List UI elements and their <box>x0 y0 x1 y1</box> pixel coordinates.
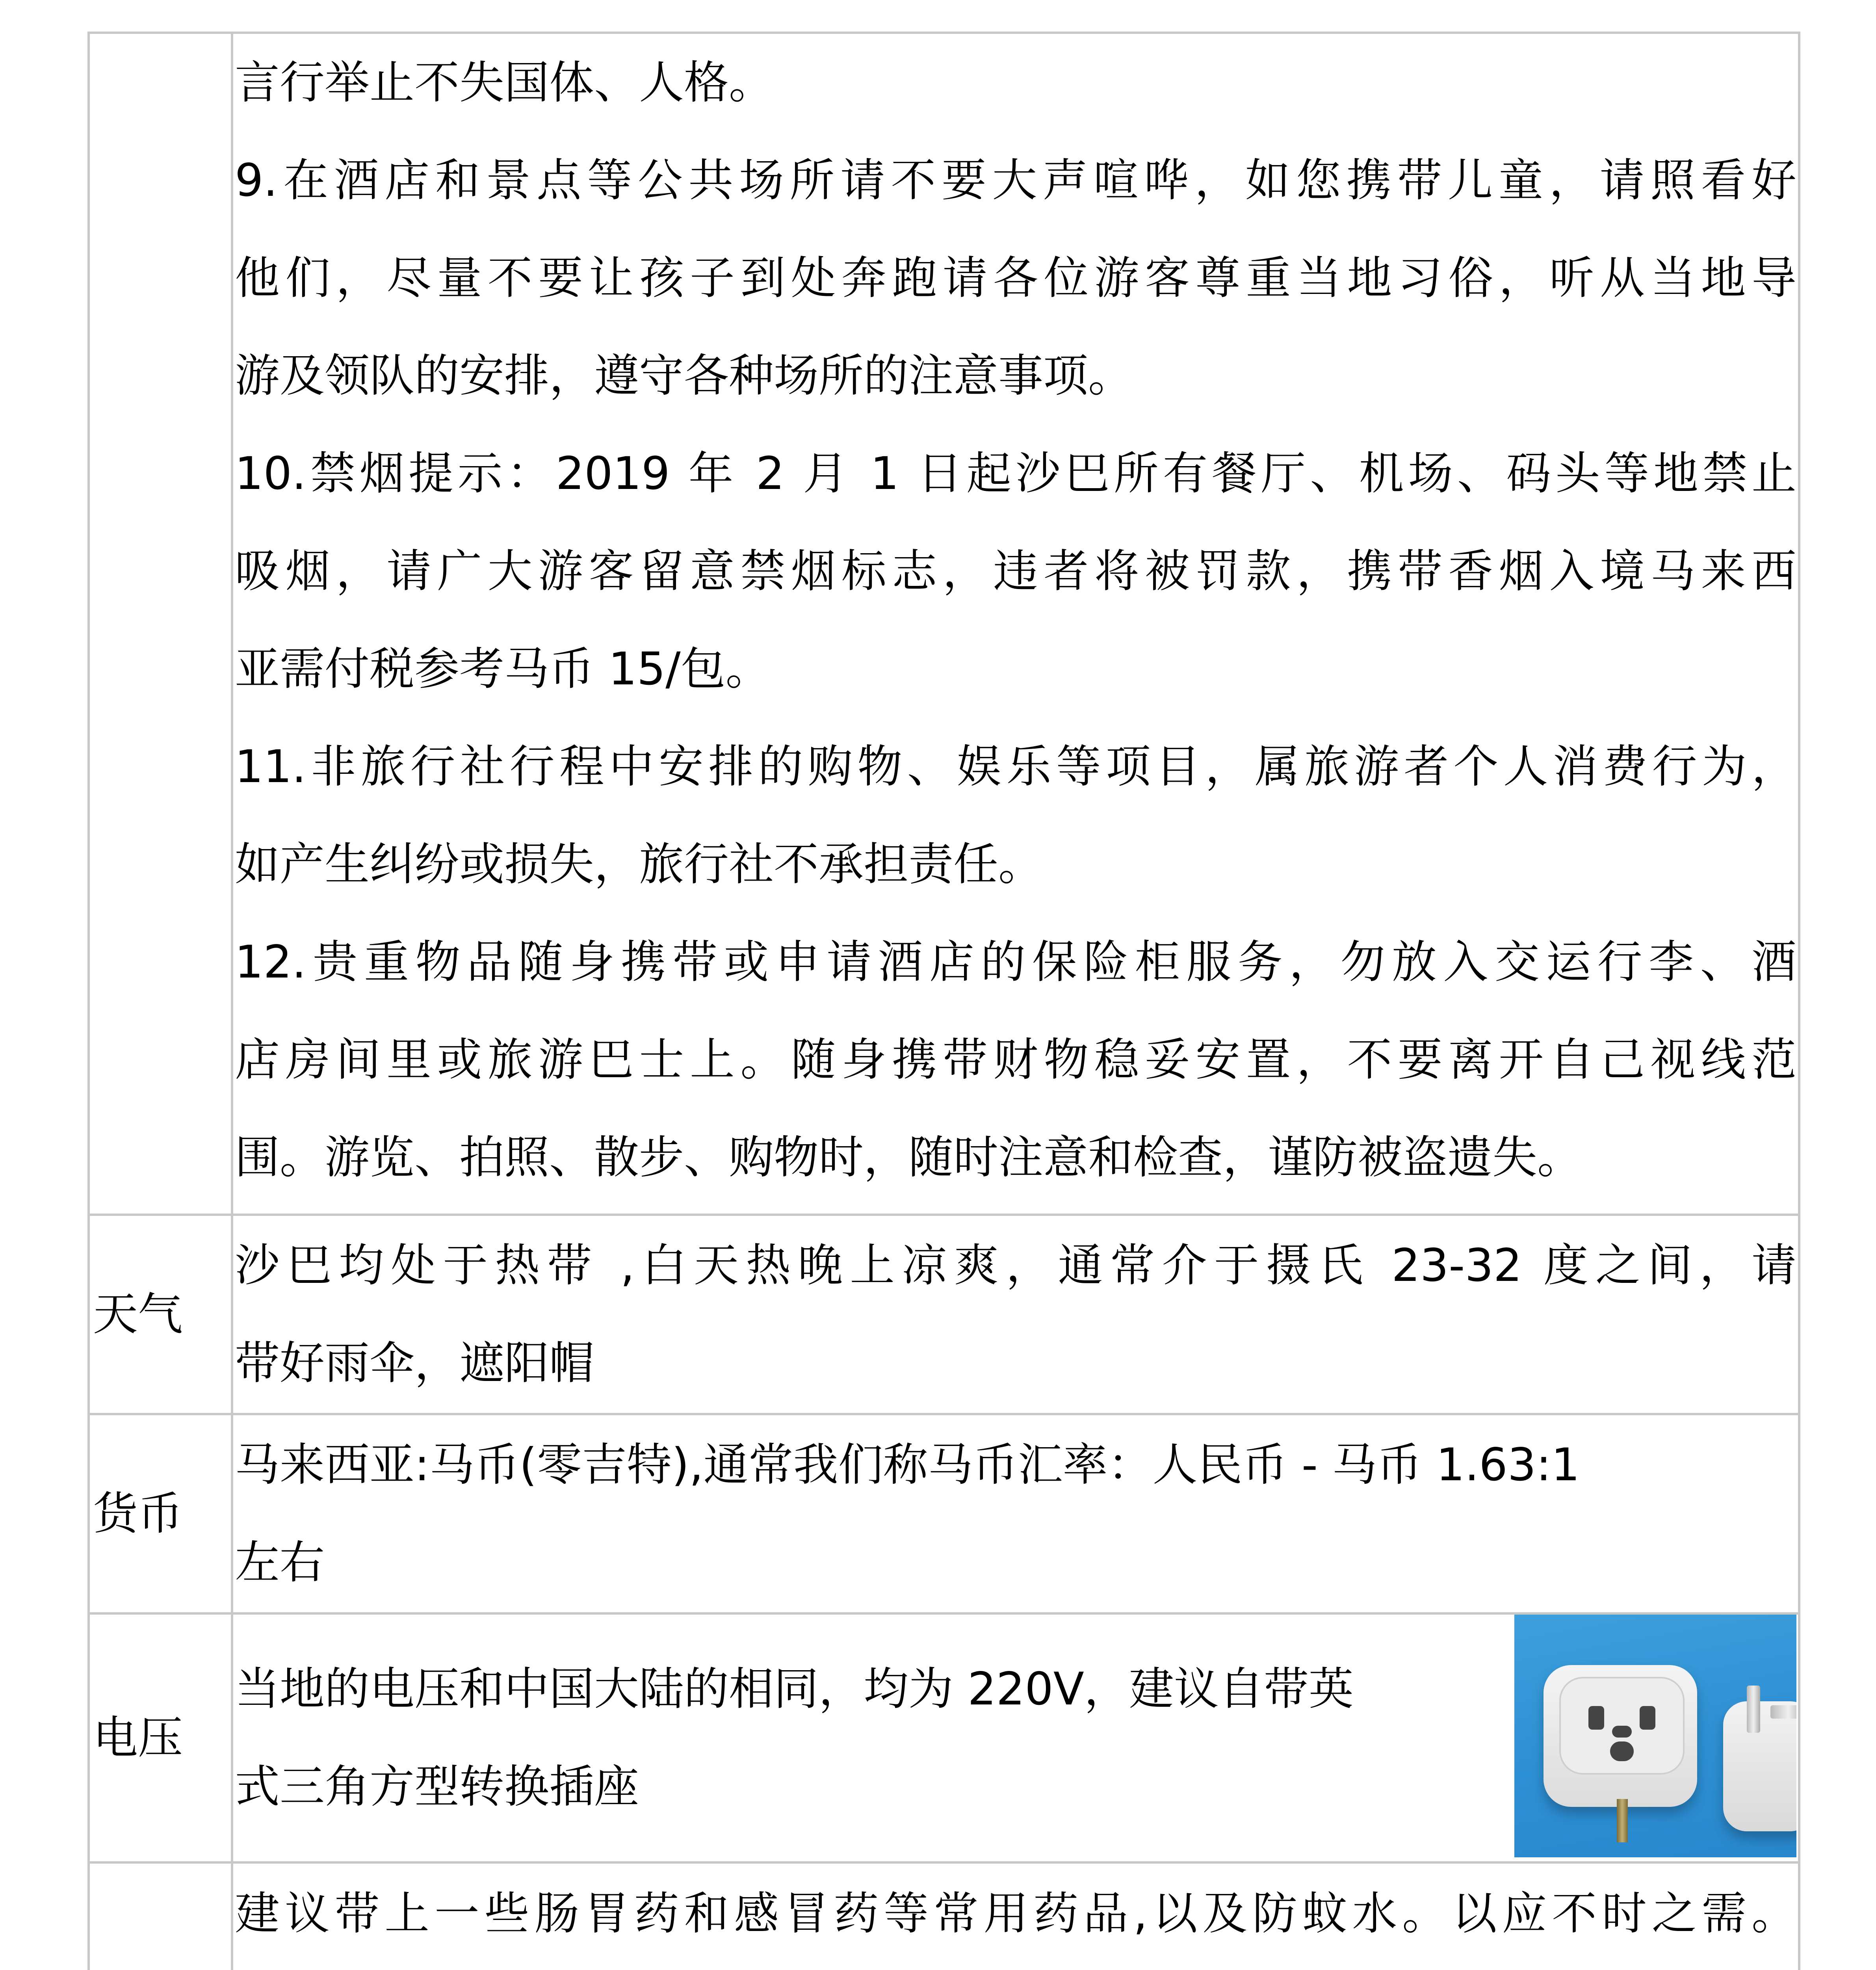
plug-prong <box>1747 1686 1760 1733</box>
notes-line: 12.贵重物品随身携带或申请酒店的保险柜服务，勿放入交运行李、酒 <box>235 936 1796 988</box>
weather-label: 天气 <box>89 1215 232 1414</box>
adapter-slot <box>1610 1741 1634 1761</box>
voltage-line: 式三角方型转换插座 <box>235 1760 639 1813</box>
adapter-slot <box>1640 1706 1655 1730</box>
voltage-label: 电压 <box>89 1613 232 1862</box>
notes-line: 11.非旅行社行程中安排的购物、娱乐等项目，属旅游者个人消费行为， <box>235 740 1796 793</box>
weather-cell <box>232 1215 1799 1414</box>
medicine-line: 建议带上一些肠胃药和感冒药等常用药品,以及防蚊水。以应不时之需。 <box>235 1887 1796 1940</box>
travel-info-table <box>87 32 1800 1970</box>
empty-label-cell <box>89 33 232 1215</box>
medicine-cell <box>232 1862 1799 1970</box>
weather-line: 沙巴均处于热带 ,白天热晚上凉爽，通常介于摄氏 23-32 度之间，请 <box>235 1239 1796 1292</box>
weather-line: 带好雨伞，遮阳帽 <box>235 1337 594 1389</box>
table-row <box>89 1613 1799 1862</box>
voltage-wrap <box>235 1615 1796 1861</box>
voltage-line: 当地的电压和中国大陆的相同，均为 220V，建议自带英 <box>235 1663 1354 1715</box>
notes-line: 店房间里或旅游巴士上。随身携带财物稳妥安置，不要离开自己视线范 <box>235 1033 1796 1086</box>
plug-prong <box>1770 1705 1796 1719</box>
notes-line: 吸烟，请广大游客留意禁烟标志，违者将被罚款，携带香烟入境马来西 <box>235 545 1796 597</box>
adapter-slot <box>1588 1706 1604 1730</box>
uk-plug-image <box>1723 1701 1796 1831</box>
medicine-label <box>89 1862 232 1970</box>
notes-line: 9.在酒店和景点等公共场所请不要大声喧哗，如您携带儿童，请照看好 <box>235 154 1796 206</box>
universal-adapter-image <box>1544 1665 1697 1807</box>
table-row <box>89 1414 1799 1613</box>
medicine-line <box>235 1963 1796 1970</box>
notes-line: 如产生纠纷或损失，旅行社不承担责任。 <box>235 838 1044 890</box>
notes-line: 言行举止不失国体、人格。 <box>235 56 774 109</box>
table-row <box>89 33 1799 1215</box>
table-row <box>89 1862 1799 1970</box>
currency-label: 货币 <box>89 1414 232 1613</box>
currency-cell <box>232 1414 1799 1613</box>
notes-continued-cell <box>232 33 1799 1215</box>
notes-line: 游及领队的安排，遵守各种场所的注意事项。 <box>235 349 1133 402</box>
notes-line: 10.禁烟提示：2019 年 2 月 1 日起沙巴所有餐厅、机场、码头等地禁止 <box>235 447 1796 500</box>
voltage-cell <box>232 1613 1799 1862</box>
notes-line: 亚需付税参考马币 15/包。 <box>235 643 771 695</box>
voltage-text <box>235 1615 1514 1861</box>
adapter-pin <box>1617 1799 1628 1842</box>
table-row <box>89 1215 1799 1414</box>
adapter-slot <box>1612 1726 1632 1738</box>
currency-line: 马来西亚:马币(零吉特),通常我们称马币汇率：人民币 - 马币 1.63:1 <box>235 1438 1580 1491</box>
plug-adapter-photo <box>1514 1615 1796 1857</box>
notes-line: 他们，尽量不要让孩子到处奔跑请各位游客尊重当地习俗，听从当地导 <box>235 252 1796 304</box>
notes-line: 围。游览、拍照、散步、购物时，随时注意和检查，谨防被盗遗失。 <box>235 1131 1583 1184</box>
adapter-face <box>1559 1677 1685 1775</box>
currency-line: 左右 <box>235 1536 325 1589</box>
